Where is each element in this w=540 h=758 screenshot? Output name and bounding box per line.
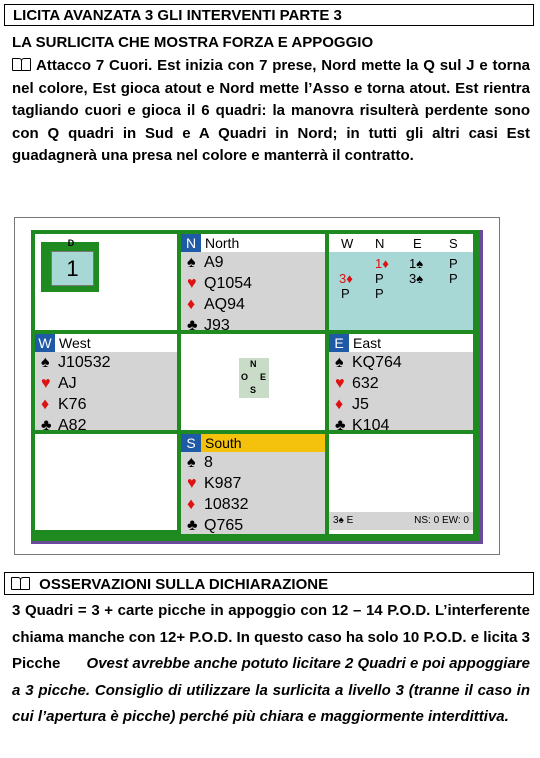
east-clubs: K104 (352, 417, 390, 434)
auction-header-s: S (449, 236, 458, 251)
board-info-cell (35, 234, 177, 330)
auction-bid: P (449, 256, 458, 271)
south-spades: 8 (204, 454, 213, 471)
north-name: North (205, 235, 240, 251)
north-clubs: J93 (204, 317, 230, 334)
observations-note: Ovest avrebbe anche potuto licitare 2 Quadri e poi appoggiare a 3 picche. Consiglio di utilizzare la surlicita a livello 3 (tranne il caso in cui l’apertura è picche) perché più chiara e maggiormente interdittiva. (12, 655, 530, 725)
north-spades: A9 (204, 254, 224, 271)
diamond-icon: ♦ (41, 396, 50, 413)
spade-icon: ♠ (41, 354, 50, 371)
north-hand (181, 234, 325, 334)
board-number: 1 (51, 251, 94, 286)
auction-header-e: E (413, 236, 422, 251)
score-label: NS: 0 EW: 0 (414, 515, 469, 526)
auction-bid: 1♠ (409, 256, 424, 271)
south-hearts: K987 (204, 475, 242, 492)
auction-bid: 1♦ (375, 256, 389, 271)
west-clubs: A82 (58, 417, 87, 434)
east-seat-badge: E (329, 334, 349, 352)
auction-header-n: N (375, 236, 385, 251)
west-hearts: AJ (58, 375, 77, 392)
west-hand (35, 334, 177, 434)
diamond-icon: ♦ (187, 496, 196, 513)
north-hearts: Q1054 (204, 275, 253, 292)
club-icon: ♣ (187, 517, 198, 534)
auction-bid: P (375, 271, 384, 286)
club-icon: ♣ (335, 417, 346, 434)
observations-paragraph (12, 598, 530, 731)
east-diamonds: J5 (352, 396, 369, 413)
auction-header-w: W (341, 236, 354, 251)
page-title: LICITA AVANZATA 3 GLI INTERVENTI PARTE 3 (4, 4, 534, 26)
west-seat-badge: W (35, 334, 55, 352)
club-icon: ♣ (187, 317, 198, 334)
bridge-board (14, 217, 500, 555)
observations-title: OSSERVAZIONI SULLA DICHIARAZIONE (39, 576, 329, 593)
heart-icon: ♥ (335, 375, 345, 392)
east-hearts: 632 (352, 375, 379, 392)
west-spades: J10532 (58, 354, 111, 371)
contract-label: 3♠ E (333, 515, 354, 526)
empty-cell (35, 434, 177, 530)
table-center (181, 334, 325, 430)
north-diamonds: AQ94 (204, 296, 245, 313)
intro-paragraph (12, 55, 530, 168)
auction-bid: P (449, 271, 458, 286)
dealer-label: D (67, 238, 75, 248)
south-seat-badge: S (181, 434, 201, 452)
south-clubs: Q765 (204, 517, 244, 534)
club-icon: ♣ (41, 417, 52, 434)
east-name: East (353, 335, 382, 351)
intro-text: Attacco 7 Cuori. Est inizia con 7 prese, Nord mette la Q sul J e torna nel colore, Est gioca atout e Nord mette l’Asso e torna atout. Est rientra tagliando cuori e gioca il 6 quadri: la manovra risulterà perdente sono con Q quadri in Sud e A Quadri in Nord; in tutti gli altri casi Est guadagnerà una presa nel colore e manterrà il contratto. (12, 57, 530, 164)
west-diamonds: K76 (58, 396, 87, 413)
auction-panel (329, 234, 473, 330)
heart-icon: ♥ (41, 375, 51, 392)
south-hand (181, 434, 325, 534)
book-icon (12, 58, 32, 71)
heart-icon: ♥ (187, 275, 197, 292)
south-diamonds: 10832 (204, 496, 249, 513)
spade-icon: ♠ (335, 354, 344, 371)
observations-title-box (4, 572, 534, 595)
auction-bid: P (341, 286, 350, 301)
auction-bid: 3♠ (409, 271, 424, 286)
book-icon (11, 577, 31, 590)
diamond-icon: ♦ (187, 296, 196, 313)
auction-bid: 3♦ (339, 271, 353, 286)
west-name: West (59, 335, 91, 351)
spade-icon: ♠ (187, 454, 196, 471)
north-seat-badge: N (181, 234, 201, 252)
heart-icon: ♥ (187, 475, 197, 492)
board-felt (31, 230, 483, 544)
east-spades: KQ764 (352, 354, 402, 371)
spade-icon: ♠ (187, 254, 196, 271)
section-subtitle: LA SURLICITA CHE MOSTRA FORZA E APPOGGIO (12, 34, 374, 51)
east-hand (329, 334, 473, 434)
result-cell (329, 434, 473, 534)
diamond-icon: ♦ (335, 396, 344, 413)
south-name: South (205, 435, 242, 451)
auction-bid: P (375, 286, 384, 301)
compass-icon: N O E S (239, 358, 269, 398)
observations-text: 3 Quadri = 3 + carte picche in appoggio con 12 – 14 P.O.D. L’interferente chiama manche con 12+ P.O.D. In questo caso ha solo 10 P.O.D. e licita 3 Picche (12, 602, 530, 672)
